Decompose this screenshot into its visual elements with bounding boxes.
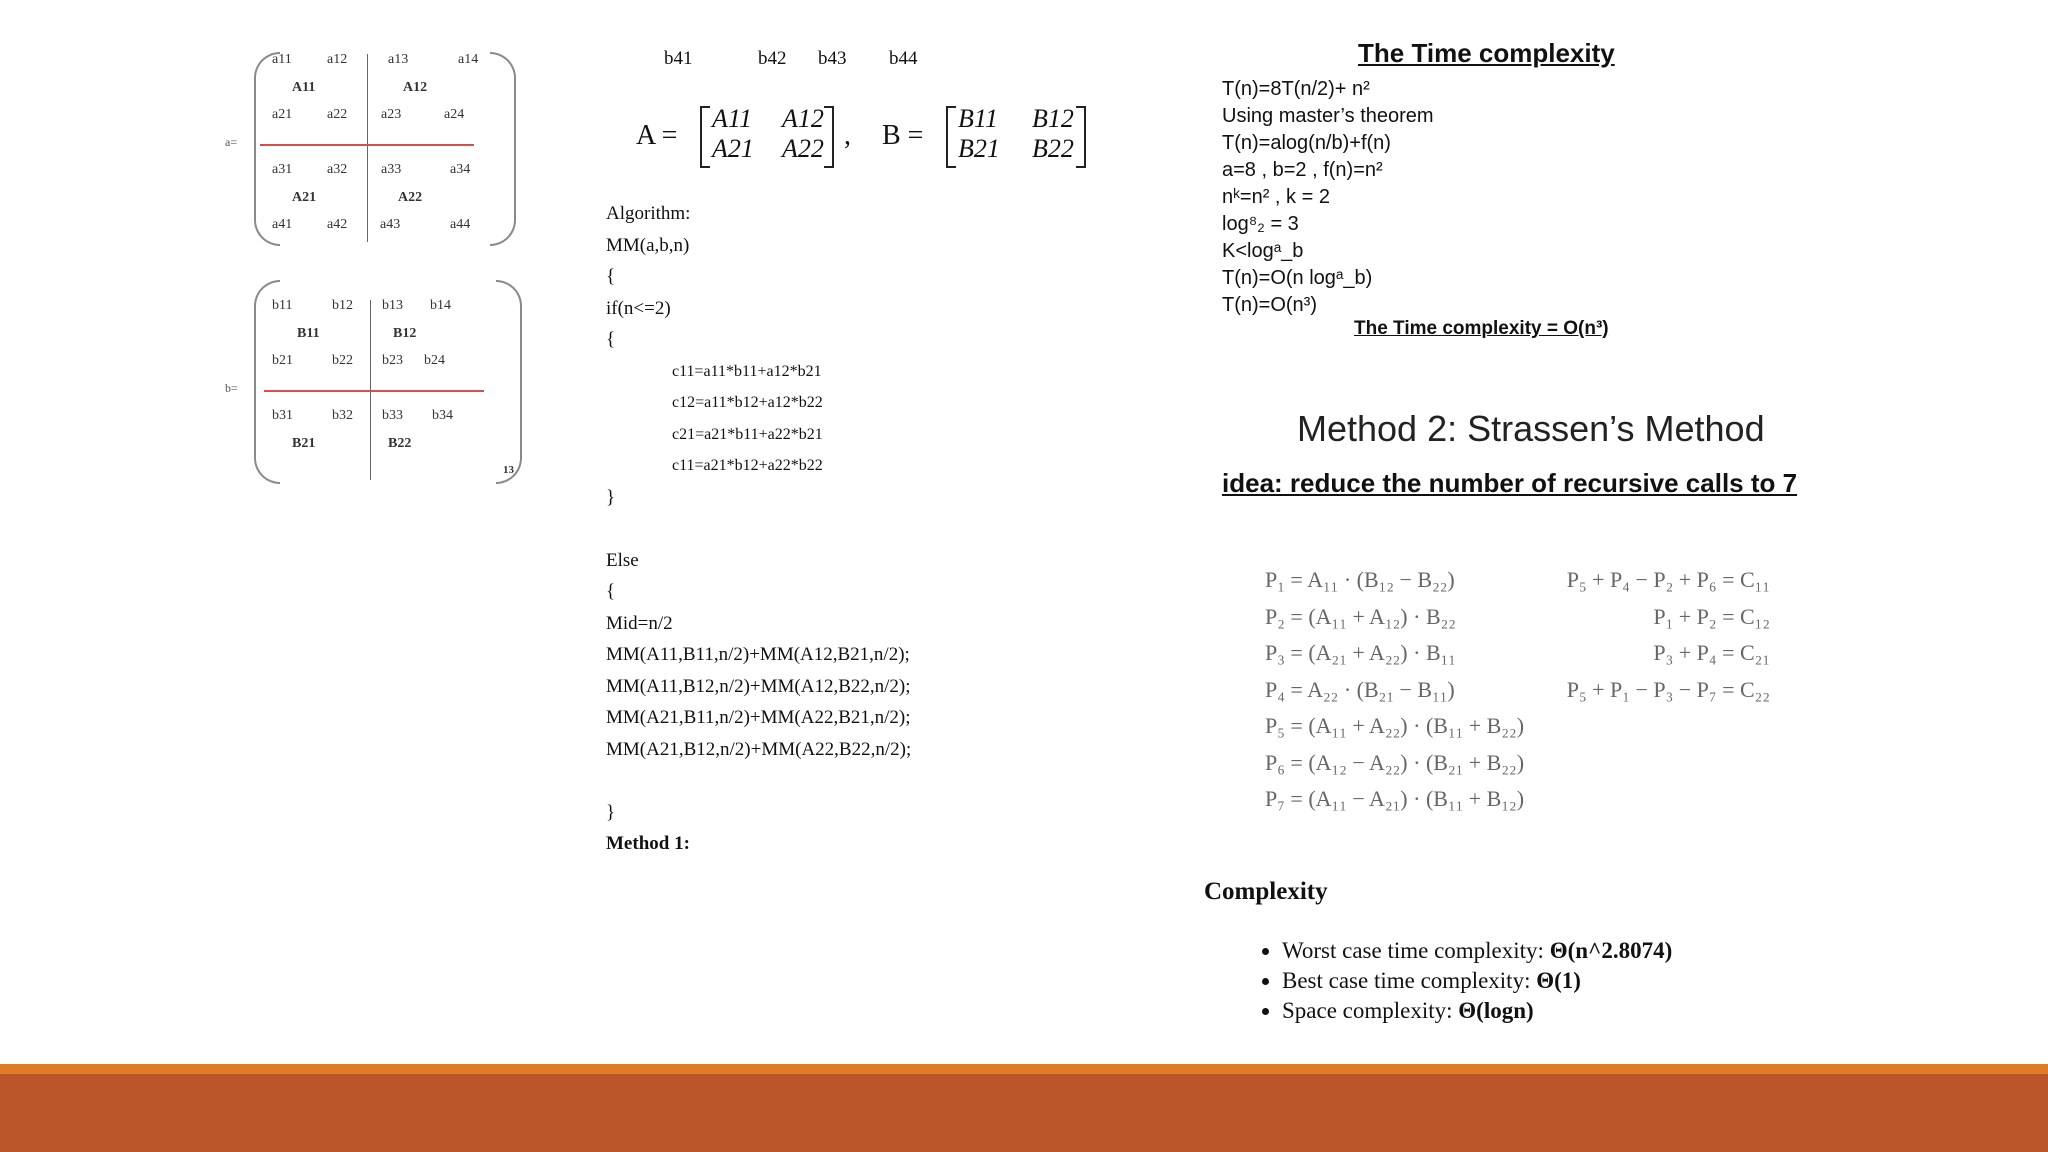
a-right-bracket bbox=[824, 106, 834, 168]
algorithm-condition: if(n<=2) bbox=[606, 297, 671, 319]
algorithm-c-line: c12=a11*b12+a12*b22 bbox=[672, 394, 823, 411]
equation-b-cell: B12 bbox=[1032, 104, 1074, 133]
tc-line: T(n)=O(n logᵃ_b) bbox=[1222, 267, 1373, 289]
complexity-item-label: Best case time complexity: bbox=[1282, 968, 1537, 993]
algorithm-else: Else bbox=[606, 549, 639, 571]
equation-a-cell: A22 bbox=[782, 134, 824, 163]
tc-line: nᵏ=n² , k = 2 bbox=[1222, 186, 1330, 208]
p-equation: P₁ = A₁₁ · (B₁₂ − B₂₂) bbox=[1265, 567, 1455, 592]
equation-separator: , bbox=[844, 120, 851, 151]
matrix-a-vertical-divider bbox=[367, 54, 368, 242]
algorithm-c-line: c11=a11*b11+a12*b21 bbox=[672, 362, 822, 380]
equation-b-cell: B22 bbox=[1032, 134, 1074, 163]
tc-line: T(n)=O(n³) bbox=[1222, 294, 1317, 316]
complexity-item-label: Worst case time complexity: bbox=[1282, 938, 1550, 963]
p-equation: P₂ = (A₁₁ + A₁₂) · B₂₂ bbox=[1265, 603, 1456, 629]
matrix-b-cell: b14 bbox=[430, 298, 451, 313]
matrix-a-cell: a23 bbox=[381, 107, 402, 122]
b-header-cell: b44 bbox=[889, 48, 918, 69]
matrix-a-cell: a32 bbox=[327, 162, 348, 177]
algorithm-brace: { bbox=[606, 581, 616, 602]
matrix-b-cell: b23 bbox=[382, 353, 403, 368]
b-right-bracket bbox=[1076, 106, 1086, 168]
footer-band bbox=[0, 1074, 2048, 1152]
p-equation: P₆ = (A₁₂ − A₂₂) · (B₂₁ + B₂₂) bbox=[1265, 749, 1525, 775]
matrix-b-block-label: B22 bbox=[388, 436, 412, 451]
matrix-a-cell: a44 bbox=[450, 217, 471, 232]
b-header-cell: b43 bbox=[818, 48, 847, 69]
method-1-label: Method 1: bbox=[606, 833, 690, 854]
matrix-a-label: a= bbox=[225, 135, 238, 149]
matrix-b-cell: b31 bbox=[272, 408, 293, 423]
p-equation: P₃ = (A₂₁ + A₂₂) · B₁₁ bbox=[1265, 640, 1456, 665]
time-complexity-title: The Time complexity bbox=[1358, 38, 1615, 68]
equation-a-cell: A21 bbox=[712, 134, 754, 163]
matrix-a-cell: a31 bbox=[272, 162, 293, 177]
c-equation: P₅ + P₄ − P₂ + P₆ = C₁₁ bbox=[1566, 567, 1770, 592]
matrix-a-cell: a41 bbox=[272, 217, 293, 232]
matrix-a-right-paren bbox=[490, 52, 516, 246]
matrix-a-cell: a13 bbox=[388, 52, 409, 67]
matrix-a-block-label: A11 bbox=[292, 80, 316, 95]
equation-b-cell: B21 bbox=[958, 134, 1000, 163]
footer-accent-band bbox=[0, 1064, 2048, 1074]
matrix-b-cell: b33 bbox=[382, 408, 403, 423]
c-equation: P₅ + P₁ − P₃ − P₇ = C₂₂ bbox=[1566, 676, 1770, 702]
complexity-item-value: Θ(1) bbox=[1536, 968, 1581, 993]
matrix-b-page-number: 13 bbox=[503, 464, 514, 476]
c-equation: P₃ + P₄ = C₂₁ bbox=[1653, 640, 1770, 665]
matrix-a-cell: a42 bbox=[327, 217, 348, 232]
tc-line: T(n)=8T(n/2)+ n² bbox=[1222, 78, 1370, 100]
complexity-list bbox=[1250, 936, 1672, 1026]
equation-a-cell: A12 bbox=[782, 104, 824, 133]
algorithm-brace: { bbox=[606, 266, 616, 287]
complexity-item-label: Space complexity: bbox=[1282, 998, 1459, 1023]
matrix-b-cell: b12 bbox=[332, 298, 353, 313]
algorithm-brace: } bbox=[606, 486, 616, 508]
matrix-a-cell: a33 bbox=[381, 162, 402, 177]
p-equation: P₅ = (A₁₁ + A₂₂) · (B₁₁ + B₂₂) bbox=[1265, 713, 1525, 738]
algorithm-brace: } bbox=[606, 801, 616, 823]
a-left-bracket bbox=[700, 106, 710, 168]
c-equation: P₁ + P₂ = C₁₂ bbox=[1653, 603, 1770, 629]
matrix-b-cell: b32 bbox=[332, 408, 353, 423]
matrix-b-cell: b13 bbox=[382, 298, 403, 313]
matrix-b-cell: b34 bbox=[432, 408, 453, 423]
algorithm-brace: { bbox=[606, 329, 616, 350]
c-equations bbox=[1540, 562, 1770, 708]
algorithm-block bbox=[606, 198, 1026, 860]
matrix-a-block-label: A21 bbox=[292, 190, 317, 205]
equation-b-lhs: B = bbox=[882, 120, 924, 151]
tc-line: Using master’s theorem bbox=[1222, 105, 1434, 127]
matrix-b-block-label: B21 bbox=[292, 436, 316, 451]
equation-a-lhs: A = bbox=[636, 120, 678, 151]
b-left-bracket bbox=[946, 106, 956, 168]
matrix-a-cell: a21 bbox=[272, 107, 293, 122]
algorithm-mid: Mid=n/2 bbox=[606, 612, 673, 634]
matrix-b-cell: b24 bbox=[424, 353, 445, 368]
matrix-b-horizontal-divider bbox=[264, 390, 484, 392]
complexity-item-value: Θ(logn) bbox=[1458, 998, 1534, 1023]
matrix-b-label: b= bbox=[225, 381, 238, 395]
algorithm-mm-line: MM(A21,B12,n/2)+MM(A22,B22,n/2); bbox=[606, 738, 912, 760]
complexity-title: Complexity bbox=[1204, 878, 1328, 905]
matrix-a-cell: a12 bbox=[327, 52, 348, 67]
matrix-a-figure bbox=[220, 50, 520, 250]
matrix-b-block-label: B11 bbox=[297, 326, 320, 341]
complexity-item bbox=[1282, 966, 1672, 996]
block-matrix-equation bbox=[636, 104, 1096, 170]
time-complexity-result: The Time complexity = O(n³) bbox=[1354, 318, 1609, 339]
complexity-item bbox=[1282, 996, 1672, 1026]
complexity-item-value: Θ(n^2.8074) bbox=[1549, 938, 1673, 963]
algorithm-signature: MM(a,b,n) bbox=[606, 234, 690, 256]
matrix-a-block-label: A12 bbox=[403, 80, 428, 95]
b-header-cell: b42 bbox=[758, 48, 787, 69]
algorithm-mm-line: MM(A21,B11,n/2)+MM(A22,B21,n/2); bbox=[606, 707, 911, 728]
b-header-row bbox=[664, 48, 964, 74]
tc-line: a=8 , b=2 , f(n)=n² bbox=[1222, 159, 1383, 181]
matrix-a-cell: a22 bbox=[327, 107, 348, 122]
tc-line: K<logᵃ_b bbox=[1222, 240, 1304, 262]
matrix-a-cell: a24 bbox=[444, 107, 465, 122]
algorithm-heading: Algorithm: bbox=[606, 203, 691, 224]
b-header-cell: b41 bbox=[664, 48, 693, 69]
equation-b-cell: B11 bbox=[958, 104, 998, 133]
method-2-title: Method 2: Strassen’s Method bbox=[1297, 408, 1765, 449]
time-complexity-lines bbox=[1222, 76, 1742, 319]
algorithm-c-line: c11=a21*b12+a22*b22 bbox=[672, 457, 823, 474]
matrix-b-figure bbox=[220, 278, 530, 488]
p-equation: P₄ = A₂₂ · (B₂₁ − B₁₁) bbox=[1265, 676, 1455, 702]
matrix-b-block-label: B12 bbox=[393, 326, 417, 341]
matrix-b-cell: b11 bbox=[272, 298, 293, 313]
p-equations bbox=[1265, 562, 1565, 818]
matrix-b-cell: b22 bbox=[332, 353, 353, 368]
equation-a-cell: A11 bbox=[712, 104, 752, 133]
tc-line: log⁸₂ = 3 bbox=[1222, 213, 1299, 235]
algorithm-c-line: c21=a21*b11+a22*b21 bbox=[672, 425, 823, 443]
matrix-a-cell: a14 bbox=[458, 52, 479, 67]
matrix-a-horizontal-divider bbox=[260, 144, 474, 146]
matrix-a-cell: a43 bbox=[380, 217, 401, 232]
algorithm-mm-line: MM(A11,B12,n/2)+MM(A12,B22,n/2); bbox=[606, 675, 911, 697]
matrix-b-cell: b21 bbox=[272, 353, 293, 368]
method-2-idea: idea: reduce the number of recursive calls to 7 bbox=[1222, 468, 1798, 498]
matrix-a-cell: a34 bbox=[450, 162, 471, 177]
algorithm-mm-line: MM(A11,B11,n/2)+MM(A12,B21,n/2); bbox=[606, 644, 910, 665]
matrix-a-cell: a11 bbox=[272, 52, 292, 67]
matrix-b-right-paren bbox=[496, 280, 522, 484]
matrix-a-block-label: A22 bbox=[398, 190, 423, 205]
tc-line: T(n)=alog(n/b)+f(n) bbox=[1222, 132, 1391, 154]
p-equation: P₇ = (A₁₁ − A₂₁) · (B₁₁ + B₁₂) bbox=[1265, 786, 1525, 811]
complexity-item bbox=[1282, 936, 1672, 966]
